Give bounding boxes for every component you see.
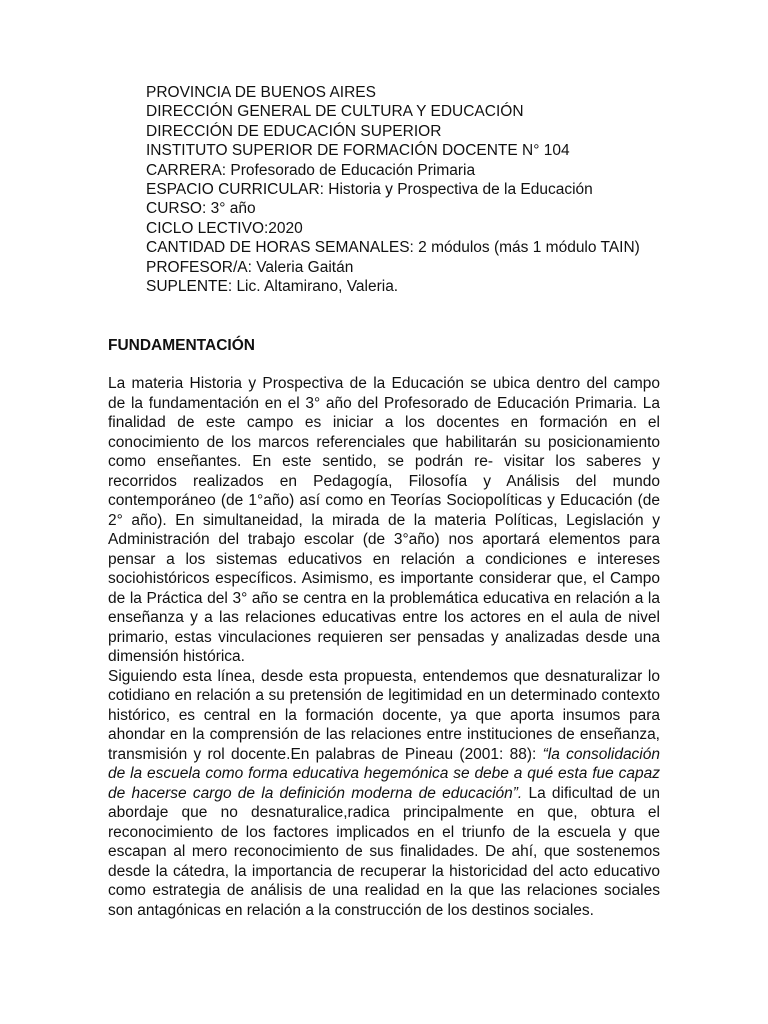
- body-line: histórico, es central en la formación docente, ya que aporta insumos para: [108, 706, 660, 724]
- body-line: ahondar en la comprensión de las relaciones entre instituciones de enseñanza,: [108, 726, 660, 743]
- body-line: pensar a los sistemas educativos en relación a condiciones e intereses: [108, 550, 660, 568]
- header-direccion-superior: DIRECCIÓN DE EDUCACIÓN SUPERIOR: [146, 122, 442, 140]
- header-ciclo-lectivo: CICLO LECTIVO:2020: [146, 219, 303, 237]
- body-line-quote-start: [108, 745, 660, 765]
- header-profesor: PROFESOR/A: Valeria Gaitán: [146, 258, 354, 276]
- body-line: enseñanza y a las relaciones educativas entre los actores en el aula de nivel: [108, 609, 660, 626]
- body-line: escapan al mero reconocimiento de sus finalidades. De ahí, que sostenemos: [108, 843, 660, 860]
- body-line: Siguiendo esta línea, desde esta propuesta, entendemos que desnaturalizar lo: [108, 667, 660, 685]
- body-line: son antagónicas en relación a la construcción de los destinos sociales.: [108, 901, 594, 919]
- body-line: reconocimiento de los factores implicados en el triunfo de la escuela y que: [108, 823, 660, 841]
- body-line: como estrategia de análisis de una realidad en la que las relaciones sociales: [108, 882, 660, 899]
- body-line: 2° año). En simultaneidad, la mirada de la materia Políticas, Legislación y: [108, 511, 660, 529]
- body-line: conocimiento de los marcos referenciales que habilitarán su posicionamiento: [108, 433, 660, 451]
- body-line-quote-end: [108, 784, 660, 804]
- body-text-segment: La dificultad de un: [522, 784, 660, 802]
- header-espacio-curricular: ESPACIO CURRICULAR: Historia y Prospectiva de la Educación: [146, 181, 593, 199]
- header-province: PROVINCIA DE BUENOS AIRES: [146, 84, 376, 101]
- body-line: Administración del trabajo escolar (de 3°año) nos aportará elementos para: [108, 531, 660, 548]
- body-line: finalidad de este campo es iniciar a los docentes en formación en el: [108, 414, 660, 431]
- body-line: de la fundamentación en el 3° año del Profesorado de Educación Primaria. La: [108, 394, 660, 412]
- header-instituto: INSTITUTO SUPERIOR DE FORMACIÓN DOCENTE N° 104: [146, 142, 570, 160]
- body-line: como enseñantes. En este sentido, se podrán re- visitar los saberes y: [108, 453, 660, 470]
- fundamentacion-body: [108, 374, 660, 920]
- header-carrera: CARRERA: Profesorado de Educación Primaria: [146, 161, 476, 179]
- body-line: contemporáneo (de 1°año) así como en Teorías Sociopolíticas y Educación (de: [108, 492, 660, 509]
- header-horas-semanales: CANTIDAD DE HORAS SEMANALES: 2 módulos (más 1 módulo TAIN): [146, 239, 640, 257]
- body-line: dimensión histórica.: [108, 648, 245, 665]
- body-line: La materia Historia y Prospectiva de la Educación se ubica dentro del campo: [108, 375, 660, 392]
- document-header: [146, 83, 706, 296]
- quote-text: de hacerse cargo de la definición moderna de educación”.: [108, 784, 523, 802]
- body-line: desde la cátedra, la importancia de recuperar la historicidad del acto educativo: [108, 862, 660, 880]
- quote-text: de la escuela como forma educativa hegemónica se debe a qué esta fue capaz: [108, 765, 660, 782]
- body-line: sociohistóricos específicos. Asimismo, es importante considerar que, el Campo: [108, 570, 660, 587]
- body-text-segment: transmisión y rol docente.En palabras de Pineau (2001: 88):: [108, 745, 543, 763]
- quote-text: la consolidación: [547, 745, 660, 763]
- header-curso: CURSO: 3° año: [146, 200, 256, 218]
- body-line: primario, estas vinculaciones requieren ser pensadas y analizadas desde una: [108, 628, 660, 646]
- header-direccion-general: DIRECCIÓN GENERAL DE CULTURA Y EDUCACIÓN: [146, 103, 524, 121]
- quote-open-mark: “: [542, 745, 548, 763]
- header-suplente: SUPLENTE: Lic. Altamirano, Valeria.: [146, 278, 399, 296]
- body-line: recorridos realizados en Pedagogía, Filosofía y Análisis del mundo: [108, 472, 660, 490]
- section-title-fundamentacion: FUNDAMENTACIÓN: [108, 337, 255, 354]
- body-line: de la Práctica del 3° año se centra en la problemática educativa en relación a la: [108, 589, 660, 607]
- body-line: abordaje que no desnaturalice,radica principalmente en que, obtura el: [108, 804, 660, 821]
- body-line-quote: [108, 764, 660, 784]
- body-line: cotidiano en relación a su pretensión de legitimidad en un determinado contexto: [108, 687, 660, 704]
